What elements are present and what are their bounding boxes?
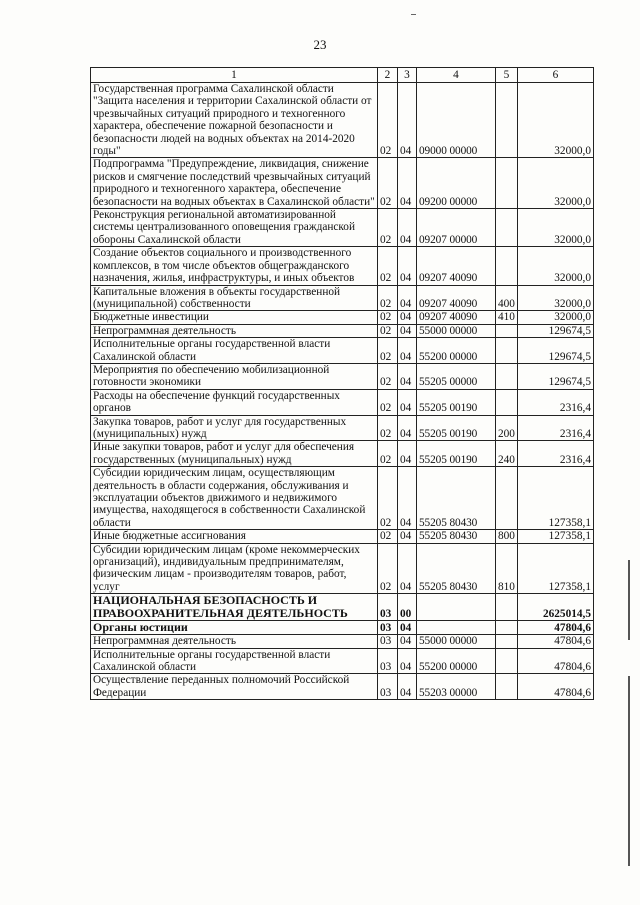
row-name: Осуществление переданных полномочий Российской Федерации bbox=[91, 674, 378, 700]
subsection-code: 04 bbox=[398, 441, 417, 467]
subsection-code: 04 bbox=[398, 363, 417, 389]
subsection-code: 04 bbox=[398, 389, 417, 415]
section-code: 03 bbox=[378, 635, 398, 648]
row-name: Исполнительные органы государственной власти Сахалинской области bbox=[91, 338, 378, 364]
target-article-code: 55205 80430 bbox=[417, 543, 496, 594]
row-name: Государственная программа Сахалинской области "Защита населения и территории Сахалинской области от чрезвычайных ситуаций природного и техногенного характера, обеспечение пожарной безопасности и безопасности людей на водных объектах на 2014-2020 годы" bbox=[91, 83, 378, 158]
table-row bbox=[91, 621, 594, 635]
column-header: 3 bbox=[398, 68, 417, 83]
amount: 32000,0 bbox=[518, 158, 594, 209]
amount: 32000,0 bbox=[518, 83, 594, 158]
amount: 127358,1 bbox=[518, 530, 594, 543]
section-code: 02 bbox=[378, 338, 398, 364]
scan-edge-mark bbox=[628, 676, 630, 866]
column-header: 5 bbox=[496, 68, 518, 83]
table-row bbox=[91, 415, 594, 441]
table-row bbox=[91, 285, 594, 311]
amount: 127358,1 bbox=[518, 467, 594, 530]
target-article-code: 55205 00190 bbox=[417, 389, 496, 415]
table-row bbox=[91, 543, 594, 594]
expense-type-code bbox=[496, 324, 518, 337]
section-code: 02 bbox=[378, 285, 398, 311]
target-article-code bbox=[417, 594, 496, 621]
target-article-code: 55205 00000 bbox=[417, 363, 496, 389]
subsection-code: 04 bbox=[398, 543, 417, 594]
amount: 32000,0 bbox=[518, 247, 594, 285]
row-name: Мероприятия по обеспечению мобилизационной готовности экономики bbox=[91, 363, 378, 389]
table-row bbox=[91, 467, 594, 530]
row-name: Расходы на обеспечение функций государственных органов bbox=[91, 389, 378, 415]
target-article-code: 55205 80430 bbox=[417, 530, 496, 543]
amount: 32000,0 bbox=[518, 285, 594, 311]
target-article-code: 09207 40090 bbox=[417, 247, 496, 285]
row-name: Субсидии юридическим лицам, осуществляющим деятельность в области содержания, обслуживания и эксплуатации объектов движимого и недвижимого имущества, находящегося в собственности Сахалинской области bbox=[91, 467, 378, 530]
subsection-code: 04 bbox=[398, 311, 417, 324]
column-header: 6 bbox=[518, 68, 594, 83]
target-article-code: 55205 80430 bbox=[417, 467, 496, 530]
column-header: 4 bbox=[417, 68, 496, 83]
section-code: 02 bbox=[378, 311, 398, 324]
row-name: Субсидии юридическим лицам (кроме некоммерческих организаций), индивидуальным предпринимателям, физическим лицам - производителям товаров, работ, услуг bbox=[91, 543, 378, 594]
row-name: Исполнительные органы государственной власти Сахалинской области bbox=[91, 648, 378, 674]
table-row bbox=[91, 209, 594, 247]
target-article-code: 09207 00000 bbox=[417, 209, 496, 247]
subsection-code: 04 bbox=[398, 209, 417, 247]
subsection-code: 00 bbox=[398, 594, 417, 621]
section-code: 03 bbox=[378, 594, 398, 621]
row-name: Непрограммная деятельность bbox=[91, 324, 378, 337]
amount: 2316,4 bbox=[518, 441, 594, 467]
budget-table bbox=[90, 67, 594, 700]
table-row bbox=[91, 594, 594, 621]
section-code: 03 bbox=[378, 674, 398, 700]
amount: 47804,6 bbox=[518, 635, 594, 648]
section-code: 02 bbox=[378, 83, 398, 158]
table-row bbox=[91, 635, 594, 648]
subsection-code: 04 bbox=[398, 635, 417, 648]
section-code: 02 bbox=[378, 389, 398, 415]
expense-type-code: 240 bbox=[496, 441, 518, 467]
expense-type-code bbox=[496, 363, 518, 389]
section-code: 02 bbox=[378, 415, 398, 441]
expense-type-code bbox=[496, 83, 518, 158]
expense-type-code bbox=[496, 247, 518, 285]
row-name: Органы юстиции bbox=[91, 621, 378, 635]
scan-edge-mark bbox=[628, 560, 630, 640]
expense-type-code: 800 bbox=[496, 530, 518, 543]
column-header: 2 bbox=[378, 68, 398, 83]
row-name: Подпрограмма "Предупреждение, ликвидация, снижение рисков и смягчение последствий чрезвычайных ситуаций природного и техногенного характера, обеспечение безопасности на водных объектах в Сахалинской области" bbox=[91, 158, 378, 209]
subsection-code: 04 bbox=[398, 338, 417, 364]
table-row bbox=[91, 441, 594, 467]
row-name: Создание объектов социального и производственного комплексов, в том числе объектов общегражданского назначения, жилья, инфраструктуры, и иных объектов bbox=[91, 247, 378, 285]
expense-type-code: 410 bbox=[496, 311, 518, 324]
section-code: 03 bbox=[378, 621, 398, 635]
section-code: 02 bbox=[378, 158, 398, 209]
amount: 2316,4 bbox=[518, 415, 594, 441]
row-name: Капитальные вложения в объекты государственной (муниципальной) собственности bbox=[91, 285, 378, 311]
expense-type-code bbox=[496, 209, 518, 247]
target-article-code bbox=[417, 621, 496, 635]
expense-type-code bbox=[496, 648, 518, 674]
subsection-code: 04 bbox=[398, 324, 417, 337]
expense-type-code bbox=[496, 594, 518, 621]
table-row bbox=[91, 247, 594, 285]
target-article-code: 09000 00000 bbox=[417, 83, 496, 158]
amount: 2316,4 bbox=[518, 389, 594, 415]
section-code: 02 bbox=[378, 209, 398, 247]
table-row bbox=[91, 324, 594, 337]
section-code: 02 bbox=[378, 543, 398, 594]
table-row bbox=[91, 311, 594, 324]
subsection-code: 04 bbox=[398, 467, 417, 530]
target-article-code: 55200 00000 bbox=[417, 648, 496, 674]
page-number: 23 bbox=[313, 37, 327, 52]
table-row bbox=[91, 674, 594, 700]
table-row bbox=[91, 83, 594, 158]
row-name: Закупка товаров, работ и услуг для государственных (муниципальных) нужд bbox=[91, 415, 378, 441]
row-name: Непрограммная деятельность bbox=[91, 635, 378, 648]
section-code: 02 bbox=[378, 530, 398, 543]
expense-type-code: 400 bbox=[496, 285, 518, 311]
subsection-code: 04 bbox=[398, 648, 417, 674]
amount: 47804,6 bbox=[518, 674, 594, 700]
table-row bbox=[91, 530, 594, 543]
amount: 32000,0 bbox=[518, 311, 594, 324]
expense-type-code bbox=[496, 621, 518, 635]
table-row bbox=[91, 338, 594, 364]
target-article-code: 55205 00190 bbox=[417, 441, 496, 467]
scan-mark bbox=[411, 14, 416, 15]
row-name: Реконструкция региональной автоматизированной системы централизованного оповещения гражданской обороны Сахалинской области bbox=[91, 209, 378, 247]
target-article-code: 09207 40090 bbox=[417, 311, 496, 324]
expense-type-code: 200 bbox=[496, 415, 518, 441]
expense-type-code bbox=[496, 467, 518, 530]
section-code: 03 bbox=[378, 648, 398, 674]
amount: 47804,6 bbox=[518, 621, 594, 635]
subsection-code: 04 bbox=[398, 415, 417, 441]
section-code: 02 bbox=[378, 467, 398, 530]
amount: 127358,1 bbox=[518, 543, 594, 594]
amount: 129674,5 bbox=[518, 363, 594, 389]
subsection-code: 04 bbox=[398, 83, 417, 158]
target-article-code: 09200 00000 bbox=[417, 158, 496, 209]
target-article-code: 09207 40090 bbox=[417, 285, 496, 311]
expense-type-code bbox=[496, 674, 518, 700]
amount: 32000,0 bbox=[518, 209, 594, 247]
table-header-row bbox=[91, 68, 594, 83]
subsection-code: 04 bbox=[398, 674, 417, 700]
row-name: НАЦИОНАЛЬНАЯ БЕЗОПАСНОСТЬ И ПРАВООХРАНИТЕЛЬНАЯ ДЕЯТЕЛЬНОСТЬ bbox=[91, 594, 378, 621]
target-article-code: 55000 00000 bbox=[417, 635, 496, 648]
subsection-code: 04 bbox=[398, 530, 417, 543]
expense-type-code bbox=[496, 338, 518, 364]
section-code: 02 bbox=[378, 363, 398, 389]
section-code: 02 bbox=[378, 324, 398, 337]
expense-type-code bbox=[496, 389, 518, 415]
amount: 2625014,5 bbox=[518, 594, 594, 621]
table-row bbox=[91, 363, 594, 389]
section-code: 02 bbox=[378, 247, 398, 285]
subsection-code: 04 bbox=[398, 158, 417, 209]
target-article-code: 55200 00000 bbox=[417, 338, 496, 364]
row-name: Бюджетные инвестиции bbox=[91, 311, 378, 324]
subsection-code: 04 bbox=[398, 621, 417, 635]
table-row bbox=[91, 648, 594, 674]
expense-type-code bbox=[496, 158, 518, 209]
target-article-code: 55000 00000 bbox=[417, 324, 496, 337]
row-name: Иные закупки товаров, работ и услуг для обеспечения государственных (муниципальных) нужд bbox=[91, 441, 378, 467]
subsection-code: 04 bbox=[398, 285, 417, 311]
amount: 129674,5 bbox=[518, 324, 594, 337]
subsection-code: 04 bbox=[398, 247, 417, 285]
expense-type-code bbox=[496, 635, 518, 648]
table-row bbox=[91, 389, 594, 415]
section-code: 02 bbox=[378, 441, 398, 467]
target-article-code: 55205 00190 bbox=[417, 415, 496, 441]
target-article-code: 55203 00000 bbox=[417, 674, 496, 700]
table-row bbox=[91, 158, 594, 209]
column-header: 1 bbox=[91, 68, 378, 83]
amount: 129674,5 bbox=[518, 338, 594, 364]
row-name: Иные бюджетные ассигнования bbox=[91, 530, 378, 543]
amount: 47804,6 bbox=[518, 648, 594, 674]
expense-type-code: 810 bbox=[496, 543, 518, 594]
